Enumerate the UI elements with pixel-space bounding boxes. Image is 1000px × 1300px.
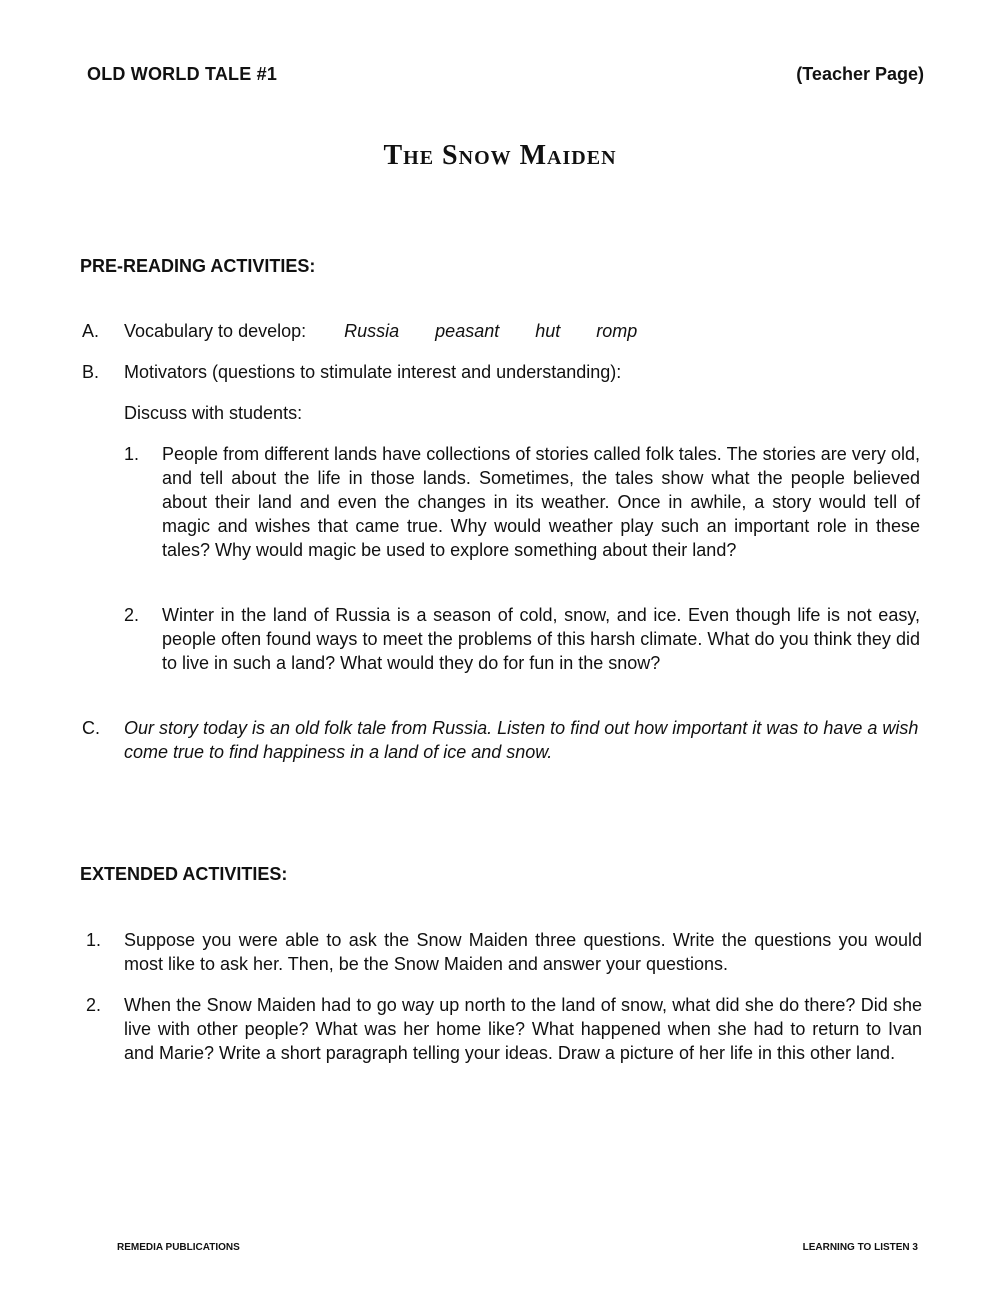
item-c-listening-purpose [82,716,922,764]
pre-reading-heading: PRE-READING ACTIVITIES: [80,256,316,276]
extended-activity-text: When the Snow Maiden had to go way up north to the land of snow, what did she do there? Did she live with other people? What was her home like? What happened when she had to return to Ivan and Marie? Write a short paragraph telling your ideas. Draw a picture of her life in this other land. [124,995,922,1063]
discussion-point-label: 2. [124,605,140,625]
extended-activity-label: 1. [86,930,102,950]
item-b-label: B. [82,362,100,382]
header-page-type: (Teacher Page) [796,64,924,84]
discussion-point [124,442,920,562]
extended-heading: EXTENDED ACTIVITIES: [80,864,288,884]
discussion-point-text: People from different lands have collections of stories called folk tales. The stories are very old, and tell about the life in those lands. Sometimes, the tales show what the people believed about their land and even the changes in its weather. Once in awhile, a story would tell of magic and wishes that came true. Why would weather play such an important role in these tales? Why would magic be used to explore something about their land? [162,444,920,560]
extended-activity-label: 2. [86,995,102,1015]
extended-activity-text: Suppose you were able to ask the Snow Maiden three questions. Write the questions you would most like to ask her. Then, be the Snow Maiden and answer your questions. [124,930,922,974]
item-c-label: C. [82,718,100,738]
discussion-point-label: 1. [124,444,140,464]
item-a-vocabulary [82,319,922,343]
vocab-word: Russia [344,321,400,341]
discussion-point [124,603,920,675]
item-b-text: Motivators (questions to stimulate interest and understanding): [124,362,622,382]
extended-activity [82,928,922,976]
header-series-label: OLD WORLD TALE #1 [87,64,278,84]
discussion-point-text: Winter in the land of Russia is a season of cold, snow, and ice. Even though life is not easy, people often found ways to meet the problems of this harsh climate. What do you think they did to live in such a land? What would they do for fun in the snow? [162,605,920,673]
vocab-word: peasant [435,321,500,341]
vocab-word: romp [596,321,638,341]
footer-publisher: REMEDIA PUBLICATIONS [117,1242,240,1253]
discuss-label: Discuss with students: [124,403,303,423]
item-c-text: Our story today is an old folk tale from Russia. Listen to find out how important it was to have a wish come true to find happiness in a land of ice and snow. [124,718,919,762]
item-a-label: A. [82,321,100,341]
page-title: The Snow Maiden [383,140,617,171]
vocab-list [306,321,637,341]
vocab-intro: Vocabulary to develop: [124,321,307,341]
footer-series: LEARNING TO LISTEN 3 [802,1242,918,1253]
item-b-motivators [82,360,922,384]
vocab-word: hut [535,321,561,341]
extended-activity [82,993,922,1065]
